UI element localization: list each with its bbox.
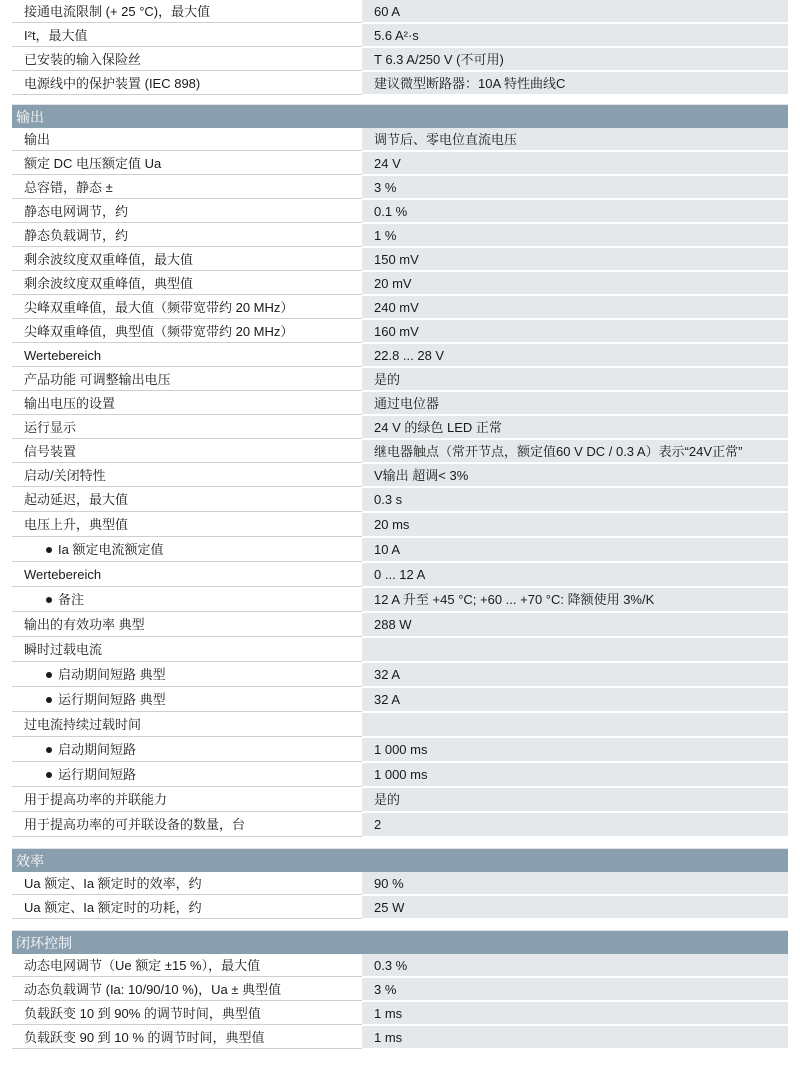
spec-label	[12, 713, 362, 737]
spec-label-text: 启动期间短路	[58, 742, 137, 757]
spec-label	[12, 872, 362, 895]
table-row	[12, 896, 788, 920]
spec-label-text: 信号装置	[24, 444, 77, 459]
spec-label	[12, 538, 362, 562]
bullet-icon	[46, 772, 52, 778]
spec-label-text: 运行期间短路	[58, 767, 137, 782]
spec-value: 1 000 ms	[362, 763, 788, 787]
table-row	[12, 72, 788, 96]
spec-label: 电源线中的保护装置 (IEC 898)	[12, 72, 362, 95]
spec-label	[12, 224, 362, 247]
spec-value: 32 A	[362, 688, 788, 712]
spec-label-text: 尖峰双重峰值，典型值（频带宽带约 20 MHz）	[24, 324, 294, 339]
spec-label-text: Wertebereich	[24, 348, 102, 363]
spec-label-text: 备注	[58, 592, 85, 607]
spec-value: 3 %	[362, 978, 788, 1001]
table-row	[12, 368, 788, 392]
section-header-output: 输出	[12, 104, 788, 128]
spec-label	[12, 788, 362, 812]
spec-label-text: 用于提高功率的可并联设备的数量，台	[24, 817, 246, 832]
spec-label-text: 负载跃变 90 到 10 % 的调节时间，典型值	[24, 1030, 265, 1045]
table-row	[12, 613, 788, 638]
spec-label	[12, 588, 362, 612]
spec-label-text: 启动期间短路 典型	[58, 667, 166, 682]
spec-label-text: 运行显示	[24, 420, 77, 435]
table-row	[12, 464, 788, 488]
spec-label: I²t，最大值	[12, 24, 362, 47]
table-row	[12, 128, 788, 152]
table-row	[12, 978, 788, 1002]
spec-label-text: Wertebereich	[24, 567, 102, 582]
spec-value: 通过电位器	[362, 392, 788, 415]
table-row	[12, 176, 788, 200]
spec-value	[362, 638, 788, 662]
spec-label	[12, 392, 362, 415]
spec-label: 接通电流限制 (+ 25 °C)，最大值	[12, 0, 362, 23]
table-row	[12, 344, 788, 368]
efficiency-section	[12, 848, 788, 920]
spec-value: 240 mV	[362, 296, 788, 319]
spec-value: 1 %	[362, 224, 788, 247]
bullet-icon	[46, 747, 52, 753]
table-row	[12, 513, 788, 538]
table-row	[12, 0, 788, 24]
spec-label	[12, 763, 362, 787]
spec-label-text: 额定 DC 电压额定值 Ua	[24, 156, 162, 171]
table-row	[12, 688, 788, 713]
spec-label-text: Ua 额定、Ia 额定时的功耗，约	[24, 900, 202, 915]
spec-value: 1 ms	[362, 1026, 788, 1049]
table-row	[12, 248, 788, 272]
top-spec-table	[12, 0, 788, 96]
table-row	[12, 296, 788, 320]
spec-label-text: 动态负载调节 (Ia: 10/90/10 %)，Ua ± 典型值	[24, 982, 282, 997]
spec-label	[12, 320, 362, 343]
spec-label	[12, 1026, 362, 1049]
spec-value: 20 ms	[362, 513, 788, 537]
spec-label	[12, 663, 362, 687]
bullet-icon	[46, 597, 52, 603]
table-row	[12, 638, 788, 663]
spec-label	[12, 464, 362, 487]
spec-label-text: 静态负载调节，约	[24, 228, 129, 243]
spec-label-text: 负载跃变 10 到 90% 的调节时间，典型值	[24, 1006, 261, 1021]
spec-label	[12, 296, 362, 319]
table-row	[12, 713, 788, 738]
table-row	[12, 24, 788, 48]
spec-value: 1 000 ms	[362, 738, 788, 762]
spec-value: 24 V 的绿色 LED 正常	[362, 416, 788, 439]
output-section	[12, 104, 788, 838]
spec-label	[12, 896, 362, 919]
spec-value: 60 A	[362, 0, 788, 23]
spec-label	[12, 200, 362, 223]
section-gap	[12, 96, 788, 104]
spec-value: 3 %	[362, 176, 788, 199]
table-row	[12, 200, 788, 224]
spec-label-text: 运行期间短路 典型	[58, 692, 166, 707]
table-row	[12, 1026, 788, 1050]
spec-label-text: 输出电压的设置	[24, 396, 116, 411]
spec-label-text: 剩余波纹度双重峰值，最大值	[24, 252, 194, 267]
spec-label	[12, 954, 362, 977]
spec-label	[12, 813, 362, 837]
spec-label-text: 用于提高功率的并联能力	[24, 792, 168, 807]
spec-label	[12, 248, 362, 271]
spec-value: 32 A	[362, 663, 788, 687]
spec-label	[12, 416, 362, 439]
spec-label	[12, 344, 362, 367]
spec-label-text: 起动延迟，最大值	[24, 492, 129, 507]
spec-value: 0.3 %	[362, 954, 788, 977]
spec-label-text: 输出	[24, 132, 51, 147]
spec-value: 继电器触点（常开节点，额定值60 V DC / 0.3 A）表示“24V正常”	[362, 440, 788, 463]
spec-label	[12, 488, 362, 512]
spec-value: 5.6 A²·s	[362, 24, 788, 47]
table-row	[12, 320, 788, 344]
spec-value: 0.1 %	[362, 200, 788, 223]
spec-value: V输出 超调< 3%	[362, 464, 788, 487]
table-row	[12, 1002, 788, 1026]
spec-label	[12, 440, 362, 463]
table-row	[12, 272, 788, 296]
spec-label	[12, 1002, 362, 1025]
spec-label	[12, 128, 362, 151]
bullet-icon	[46, 547, 52, 553]
spec-label-text: 瞬时过载电流	[24, 642, 103, 657]
table-row	[12, 563, 788, 588]
spec-value: 25 W	[362, 896, 788, 919]
spec-value: 1 ms	[362, 1002, 788, 1025]
spec-value: 12 A 升至 +45 °C; +60 ... +70 °C: 降额使用 3%/K	[362, 588, 788, 612]
spec-label-text: 过电流持续过载时间	[24, 717, 142, 732]
spec-value: 10 A	[362, 538, 788, 562]
spec-label	[12, 978, 362, 1001]
spec-label	[12, 513, 362, 537]
table-row	[12, 738, 788, 763]
spec-value: 2	[362, 813, 788, 837]
table-row	[12, 392, 788, 416]
spec-value: 是的	[362, 788, 788, 812]
spec-value: 150 mV	[362, 248, 788, 271]
table-row	[12, 588, 788, 613]
section-header-closed-loop-control: 闭环控制	[12, 930, 788, 954]
bullet-icon	[46, 672, 52, 678]
section-gap	[12, 920, 788, 930]
spec-value: 0.3 s	[362, 488, 788, 512]
spec-value: 90 %	[362, 872, 788, 895]
section-gap	[12, 838, 788, 848]
table-row	[12, 440, 788, 464]
table-row	[12, 416, 788, 440]
spec-label-text: 动态电网调节（Ue 额定 ±15 %），最大值	[24, 958, 261, 973]
spec-value: 调节后、零电位直流电压	[362, 128, 788, 151]
table-row	[12, 663, 788, 688]
table-row	[12, 763, 788, 788]
spec-label-text: 产品功能 可调整输出电压	[24, 372, 171, 387]
table-row	[12, 152, 788, 176]
table-row	[12, 538, 788, 563]
spec-label-text: 启动/关闭特性	[24, 468, 106, 483]
table-row	[12, 48, 788, 72]
spec-label	[12, 638, 362, 662]
closed-loop-control-section	[12, 930, 788, 1050]
bullet-icon	[46, 697, 52, 703]
spec-value: 24 V	[362, 152, 788, 175]
spec-label	[12, 563, 362, 587]
spec-label-text: 尖峰双重峰值，最大值（频带宽带约 20 MHz）	[24, 300, 294, 315]
spec-value: 288 W	[362, 613, 788, 637]
spec-sheet	[12, 0, 788, 1050]
spec-label	[12, 176, 362, 199]
spec-label	[12, 738, 362, 762]
spec-label	[12, 152, 362, 175]
section-header-efficiency: 效率	[12, 848, 788, 872]
spec-value: 0 ... 12 A	[362, 563, 788, 587]
spec-label-text: Ua 额定、Ia 额定时的效率，约	[24, 876, 202, 891]
spec-label-text: 静态电网调节，约	[24, 204, 129, 219]
spec-label	[12, 368, 362, 391]
spec-value: 160 mV	[362, 320, 788, 343]
table-row	[12, 954, 788, 978]
table-row	[12, 488, 788, 513]
spec-label-text: 剩余波纹度双重峰值，典型值	[24, 276, 194, 291]
spec-value	[362, 713, 788, 737]
table-row	[12, 813, 788, 838]
spec-label-text: 电压上升，典型值	[24, 517, 129, 532]
spec-value: 建议微型断路器：10A 特性曲线C	[362, 72, 788, 95]
spec-label-text: 总容错，静态 ±	[24, 180, 113, 195]
spec-label-text: 输出的有效功率 典型	[24, 617, 145, 632]
spec-value: 20 mV	[362, 272, 788, 295]
spec-label	[12, 272, 362, 295]
spec-label-text: Ia 额定电流额定值	[58, 542, 164, 557]
table-row	[12, 872, 788, 896]
table-row	[12, 788, 788, 813]
spec-value: 是的	[362, 368, 788, 391]
table-row	[12, 224, 788, 248]
spec-label	[12, 613, 362, 637]
spec-label	[12, 688, 362, 712]
spec-value: T 6.3 A/250 V (不可用)	[362, 48, 788, 71]
spec-value: 22.8 ... 28 V	[362, 344, 788, 367]
spec-label: 已安装的输入保险丝	[12, 48, 362, 71]
